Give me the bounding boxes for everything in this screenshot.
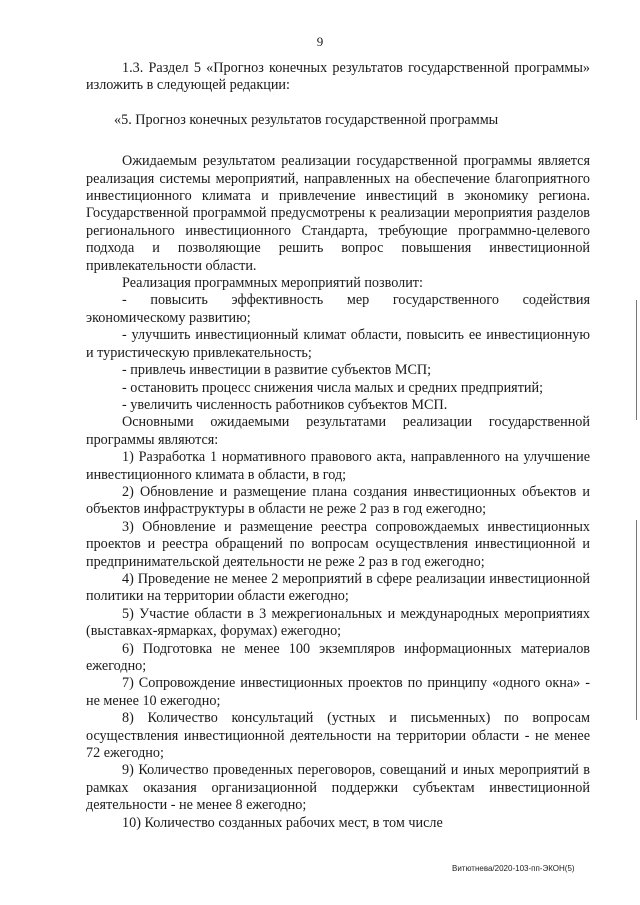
- paragraph: Основными ожидаемыми результатами реализации государственной программы являются:: [86, 414, 590, 448]
- list-item: - повысить эффективность мер государственного содействия экономическому развитию;: [86, 292, 590, 326]
- numbered-item: 9) Количество проведенных переговоров, совещаний и иных мероприятий в рамках оказания организационной поддержки субъектам инвестиционной деятельности - не менее 8 ежегодно;: [86, 762, 590, 814]
- scan-edge-mark: [636, 520, 637, 720]
- list-item: - увеличить численность работников субъектов МСП.: [122, 396, 448, 413]
- paragraph: Реализация программных мероприятий позволит:: [122, 275, 423, 292]
- list-item: - привлечь инвестиции в развитие субъектов МСП;: [122, 362, 432, 379]
- numbered-item: 6) Подготовка не менее 100 экземпляров информационных материалов ежегодно;: [86, 640, 590, 674]
- numbered-item: 8) Количество консультаций (устных и письменных) по вопросам осуществления инвестиционной деятельности на территории области - не менее 72 ежегодно;: [86, 710, 590, 762]
- numbered-item: 5) Участие области в 3 межрегиональных и международных мероприятиях (выставках-ярмарках, форумах) ежегодно;: [86, 605, 590, 640]
- numbered-item: 2) Обновление и размещение плана создания инвестиционных объектов и объектов инфраструктуры в области не реже 2 раз в год ежегодно;: [86, 483, 590, 518]
- document-body: [86, 60, 590, 832]
- numbered-item: 4) Проведение не менее 2 мероприятий в сфере реализации инвестиционной политики на территории области ежегодно;: [86, 570, 590, 605]
- list-item: - остановить процесс снижения числа малых и средних предприятий;: [122, 379, 544, 396]
- list-item: - улучшить инвестиционный климат области, повысить ее инвестиционную и туристическую привлекательность;: [86, 327, 590, 361]
- intro-paragraph: 1.3. Раздел 5 «Прогноз конечных результатов государственной программы» изложить в следующей редакции:: [86, 60, 590, 94]
- numbered-item: 10) Количество созданных рабочих мест, в том числе: [122, 814, 443, 831]
- document-code: Витютнева/2020-103-пп-ЭКОН(5): [452, 864, 575, 873]
- numbered-item: 1) Разработка 1 нормативного правового акта, направленного на улучшение инвестиционного климата в области, в год;: [86, 449, 590, 483]
- section-heading: «5. Прогноз конечных результатов государственной программы: [114, 111, 499, 128]
- numbered-item: 7) Сопровождение инвестиционных проектов по принципу «одного окна» - не менее 10 ежегодно;: [86, 675, 590, 709]
- page-number: 9: [316, 34, 324, 49]
- numbered-item: 3) Обновление и размещение реестра сопровождаемых инвестиционных проектов и реестра обращений по вопросам осуществления инвестиционной и предпринимательской деятельности не реже 2 раз в год ежегодно;: [86, 518, 590, 570]
- paragraph: Ожидаемым результатом реализации государственной программы является реализация системы мероприятий, направленных на обеспечение благоприятного инвестиционного климата и привлечение инвестиций в экономику региона. Государственной программой предусмотрены к реализации мероприятия разделов регионального инвестиционного Стандарта, требующие программно-целевого подхода и позволяющие решить вопрос повышения инвестиционной привлекательности области.: [86, 153, 590, 274]
- scan-edge-mark: [636, 300, 637, 420]
